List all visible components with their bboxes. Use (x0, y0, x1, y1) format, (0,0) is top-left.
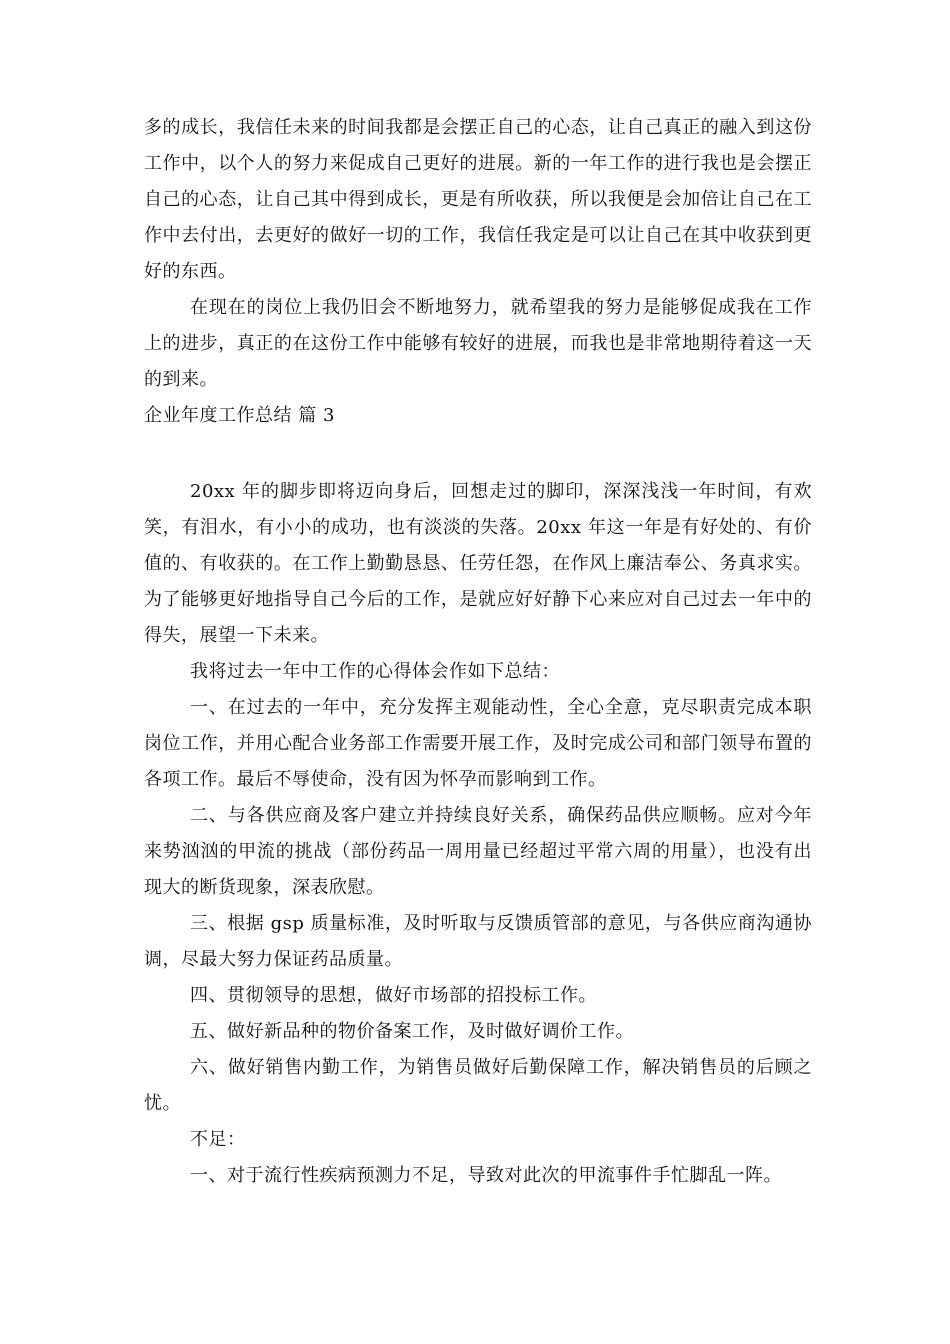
paragraph-growth: 多的成长，我信任未来的时间我都是会摆正自己的心态，让自己真正的融入到这份工作中，以个人的努力来促成自己更好的进展。新的一年工作的进行我也是会摆正自己的心态，让自己其中得到成长，更是有所收获，所以我便是会加倍让自己在工作中去付出，去更好的做好一切的工作，我信任我定是可以让自己在其中收获到更好的东西。 (144, 117, 812, 282)
document-page (144, 110, 812, 1194)
paragraph-item-3: 三、根据 gsp 质量标准，及时听取与反馈质管部的意见，与各供应商沟通协调，尽最大努力保证药品质量。 (144, 913, 812, 970)
paragraph-item-5: 五、做好新品种的物价备案工作，及时做好调价工作。 (190, 1021, 634, 1042)
paragraph-shortcomings-label: 不足： (190, 1129, 246, 1150)
paragraph-item-6: 六、做好销售内勤工作，为销售员做好后勤保障工作，解决销售员的后顾之忧。 (144, 1057, 812, 1114)
section-heading: 企业年度工作总结 篇 3 (144, 405, 335, 426)
paragraph-item-1: 一、在过去的一年中，充分发挥主观能动性，全心全意，克尽职责完成本职岗位工作，并用心配合业务部工作需要开展工作，及时完成公司和部门领导布置的各项工作。最后不辱使命，没有因为怀孕而影响到工作。 (144, 697, 812, 790)
section-spacer (144, 434, 812, 474)
paragraph-item-4: 四、贯彻领导的思想，做好市场部的招投标工作。 (190, 985, 597, 1006)
paragraph-summary-lead: 我将过去一年中工作的心得体会作如下总结： (190, 661, 560, 682)
paragraph-intro: 20xx 年的脚步即将迈向身后，回想走过的脚印，深深浅浅一年时间，有欢笑，有泪水，有小小的成功，也有淡淡的失落。20xx 年这一年是有好处的、有价值的、有收获的。在工作上勤勤恳恳、任劳任怨，在作风上廉洁奉公、务真求实。为了能够更好地指导自己今后的工作，是就应好好静下心来应对自己过去一年中的得失，展望一下未来。 (144, 481, 812, 646)
paragraph-shortcoming-1: 一、对于流行性疾病预测力不足，导致对此次的甲流事件手忙脚乱一阵。 (190, 1165, 782, 1186)
paragraph-item-2: 二、与各供应商及客户建立并持续良好关系，确保药品供应顺畅。应对今年来势汹汹的甲流的挑战（部份药品一周用量已经超过平常六周的用量），也没有出现大的断货现象，深表欣慰。 (144, 805, 812, 898)
paragraph-effort: 在现在的岗位上我仍旧会不断地努力，就希望我的努力是能够促成我在工作上的进步，真正的在这份工作中能够有较好的进展，而我也是非常地期待着这一天的到来。 (144, 297, 812, 390)
